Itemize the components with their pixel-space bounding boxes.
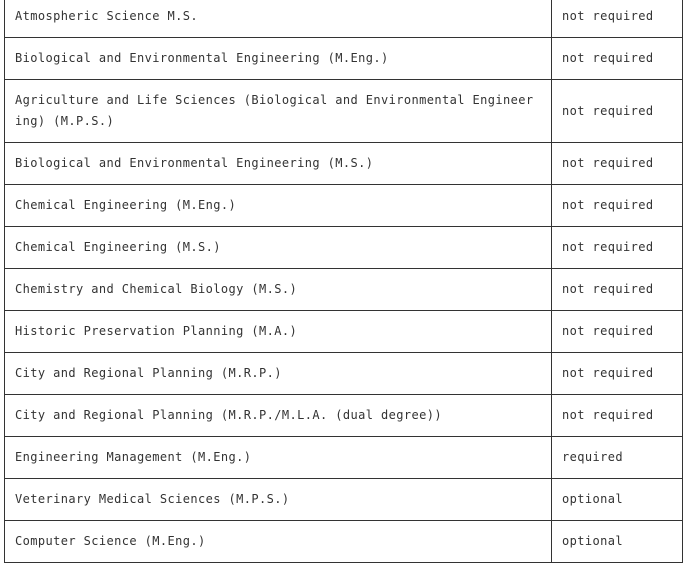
requirement-cell: not required (552, 269, 683, 311)
requirement-cell: not required (552, 185, 683, 227)
table-row (5, 38, 683, 80)
table-row (5, 311, 683, 353)
table-row (5, 80, 683, 143)
table-row (5, 0, 683, 38)
program-cell: Veterinary Medical Sciences (M.P.S.) (5, 479, 552, 521)
programs-table (4, 0, 683, 563)
requirement-cell: not required (552, 0, 683, 38)
requirement-cell: optional (552, 479, 683, 521)
program-cell: Historic Preservation Planning (M.A.) (5, 311, 552, 353)
requirement-cell: not required (552, 38, 683, 80)
requirement-cell: not required (552, 227, 683, 269)
table-row (5, 185, 683, 227)
program-cell: Agriculture and Life Sciences (Biological and Environmental Engineering) (M.P.S.) (5, 80, 552, 143)
table-row (5, 479, 683, 521)
table-row (5, 227, 683, 269)
requirement-cell: not required (552, 395, 683, 437)
program-cell: Engineering Management (M.Eng.) (5, 437, 552, 479)
program-cell: Chemical Engineering (M.Eng.) (5, 185, 552, 227)
program-cell: Biological and Environmental Engineering (M.S.) (5, 143, 552, 185)
program-cell: Chemistry and Chemical Biology (M.S.) (5, 269, 552, 311)
requirement-cell: optional (552, 521, 683, 563)
table-row (5, 353, 683, 395)
program-cell: Chemical Engineering (M.S.) (5, 227, 552, 269)
program-cell: Biological and Environmental Engineering (M.Eng.) (5, 38, 552, 80)
table-row (5, 269, 683, 311)
requirement-cell: not required (552, 143, 683, 185)
table-row (5, 395, 683, 437)
programs-table-body (5, 0, 683, 563)
table-row (5, 143, 683, 185)
program-cell: Atmospheric Science M.S. (5, 0, 552, 38)
table-row (5, 437, 683, 479)
program-cell: Computer Science (M.Eng.) (5, 521, 552, 563)
requirement-cell: not required (552, 353, 683, 395)
requirement-cell: required (552, 437, 683, 479)
table-row (5, 521, 683, 563)
requirement-cell: not required (552, 311, 683, 353)
program-cell: City and Regional Planning (M.R.P.) (5, 353, 552, 395)
program-cell: City and Regional Planning (M.R.P./M.L.A. (dual degree)) (5, 395, 552, 437)
requirement-cell: not required (552, 80, 683, 143)
